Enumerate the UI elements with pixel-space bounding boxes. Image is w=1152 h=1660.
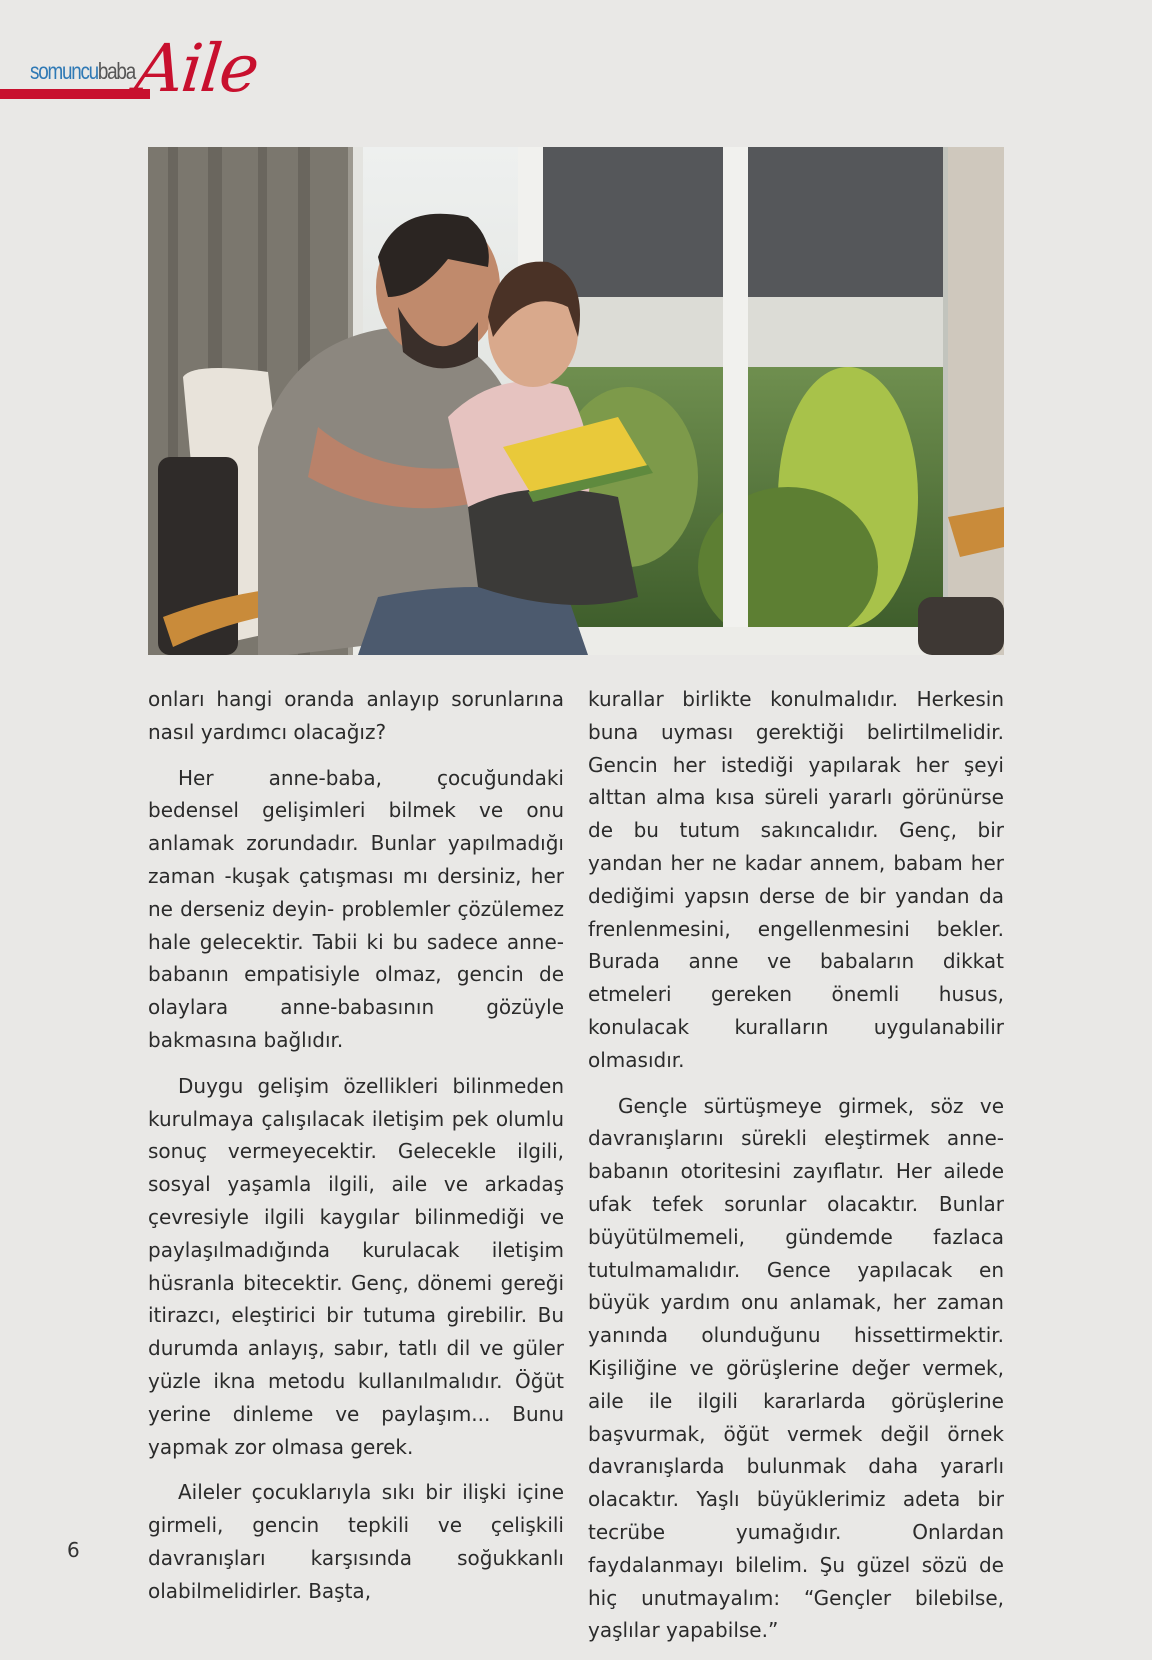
paragraph: Her anne-baba, çocuğundaki bedensel gelişimleri bilmek ve onu anlamak zorundadır. Bunlar yapılmadığı zaman -kuşak çatışması mı dersiniz, her ne derseniz deyin- problemler çözülemez hale gelecektir. Tabii ki bu sadece anne-babanın empatisiyle olmaz, gencin de olaylara anne-babasının gözüyle bakmasına bağlıdır. [148,765,564,1052]
page-number: 6 [67,1538,80,1562]
paragraph: Gençle sürtüşmeye girmek, söz ve davranışlarını sürekli eleştirmek anne-babanın otoritesini zayıflatır. Her ailede ufak tefek sorunlar olacaktır. Bunlar büyütülmemeli, gündemde fazlaca tutulmamalıdır. Gence yapılacak en büyük yardım onu anlamak, her zaman yanında olunduğunu hissettirmektir. Kişiliğine ve görüşlerine değer vermek, aile ile ilgili kararlarda görüşlerine başvurmak, öğüt vermek değil örnek davranışlarda bulunmak daha yararlı olacaktır. Yaşlı büyüklerimiz adeta bir tecrübe yumağıdır. Onlardan faydalanmayı bilelim. Şu güzel sözü de hiç unutmayalım: “Gençler bilebilse, yaşlılar yapabilse.” [588,1093,1004,1643]
logo-baba-text: baba [97,58,135,84]
article-photo [148,147,1004,655]
logo-aile: Aile [131,30,261,107]
article-column-right [588,683,1004,1660]
paragraph: onları hangi oranda anlayıp sorunlarına nasıl yardımcı olacağız? [148,687,564,744]
paragraph: kurallar birlikte konulmalıdır. Herkesin buna uyması gerektiği belirtilmelidir. Gencin her istediği yapılarak her şeyi alttan alma kısa süreli yararlı görünürse de bu tutum sakıncalıdır. Genç, bir yandan her ne kadar annem, babam her dediğimi yapsın derse de bir yandan da frenlenmesini, engellenmesini bekler. Burada anne ve babaların dikkat etmeleri gereken önemli husus, konulacak kuralların uygulanabilir olmasıdır. [588,687,1004,1072]
logo-somuncu-text: somuncu [30,58,98,84]
logo-underline-bar [0,89,150,99]
paragraph: Aileler çocuklarıyla sıkı bir ilişki içine girmeli, gencin tepkili ve çelişkili davranışları karşısında soğukkanlı olabilmelidirler. Başta, [148,1480,564,1603]
article-column-left [148,683,564,1621]
paragraph: Duygu gelişim özellikleri bilinmeden kurulmaya çalışılacak iletişim pek olumlu sonuç vermeyecektir. Gelecekle ilgili, sosyal yaşamla ilgili, aile ve arkadaş çevresiyle ilgili kaygılar bilinmediği ve paylaşılmadığında kurulacak iletişim hüsranla bitecektir. Genç, dönemi gereği itirazcı, eleştirici bir tutuma girebilir. Bu durumda anlayış, sabır, tatlı dil ve güler yüzle ikna metodu kullanılmalıdır. Öğüt yerine dinleme ve paylaşım... Bunu yapmak zor olmasa gerek. [148,1073,564,1459]
logo-somuncubaba [30,58,135,85]
